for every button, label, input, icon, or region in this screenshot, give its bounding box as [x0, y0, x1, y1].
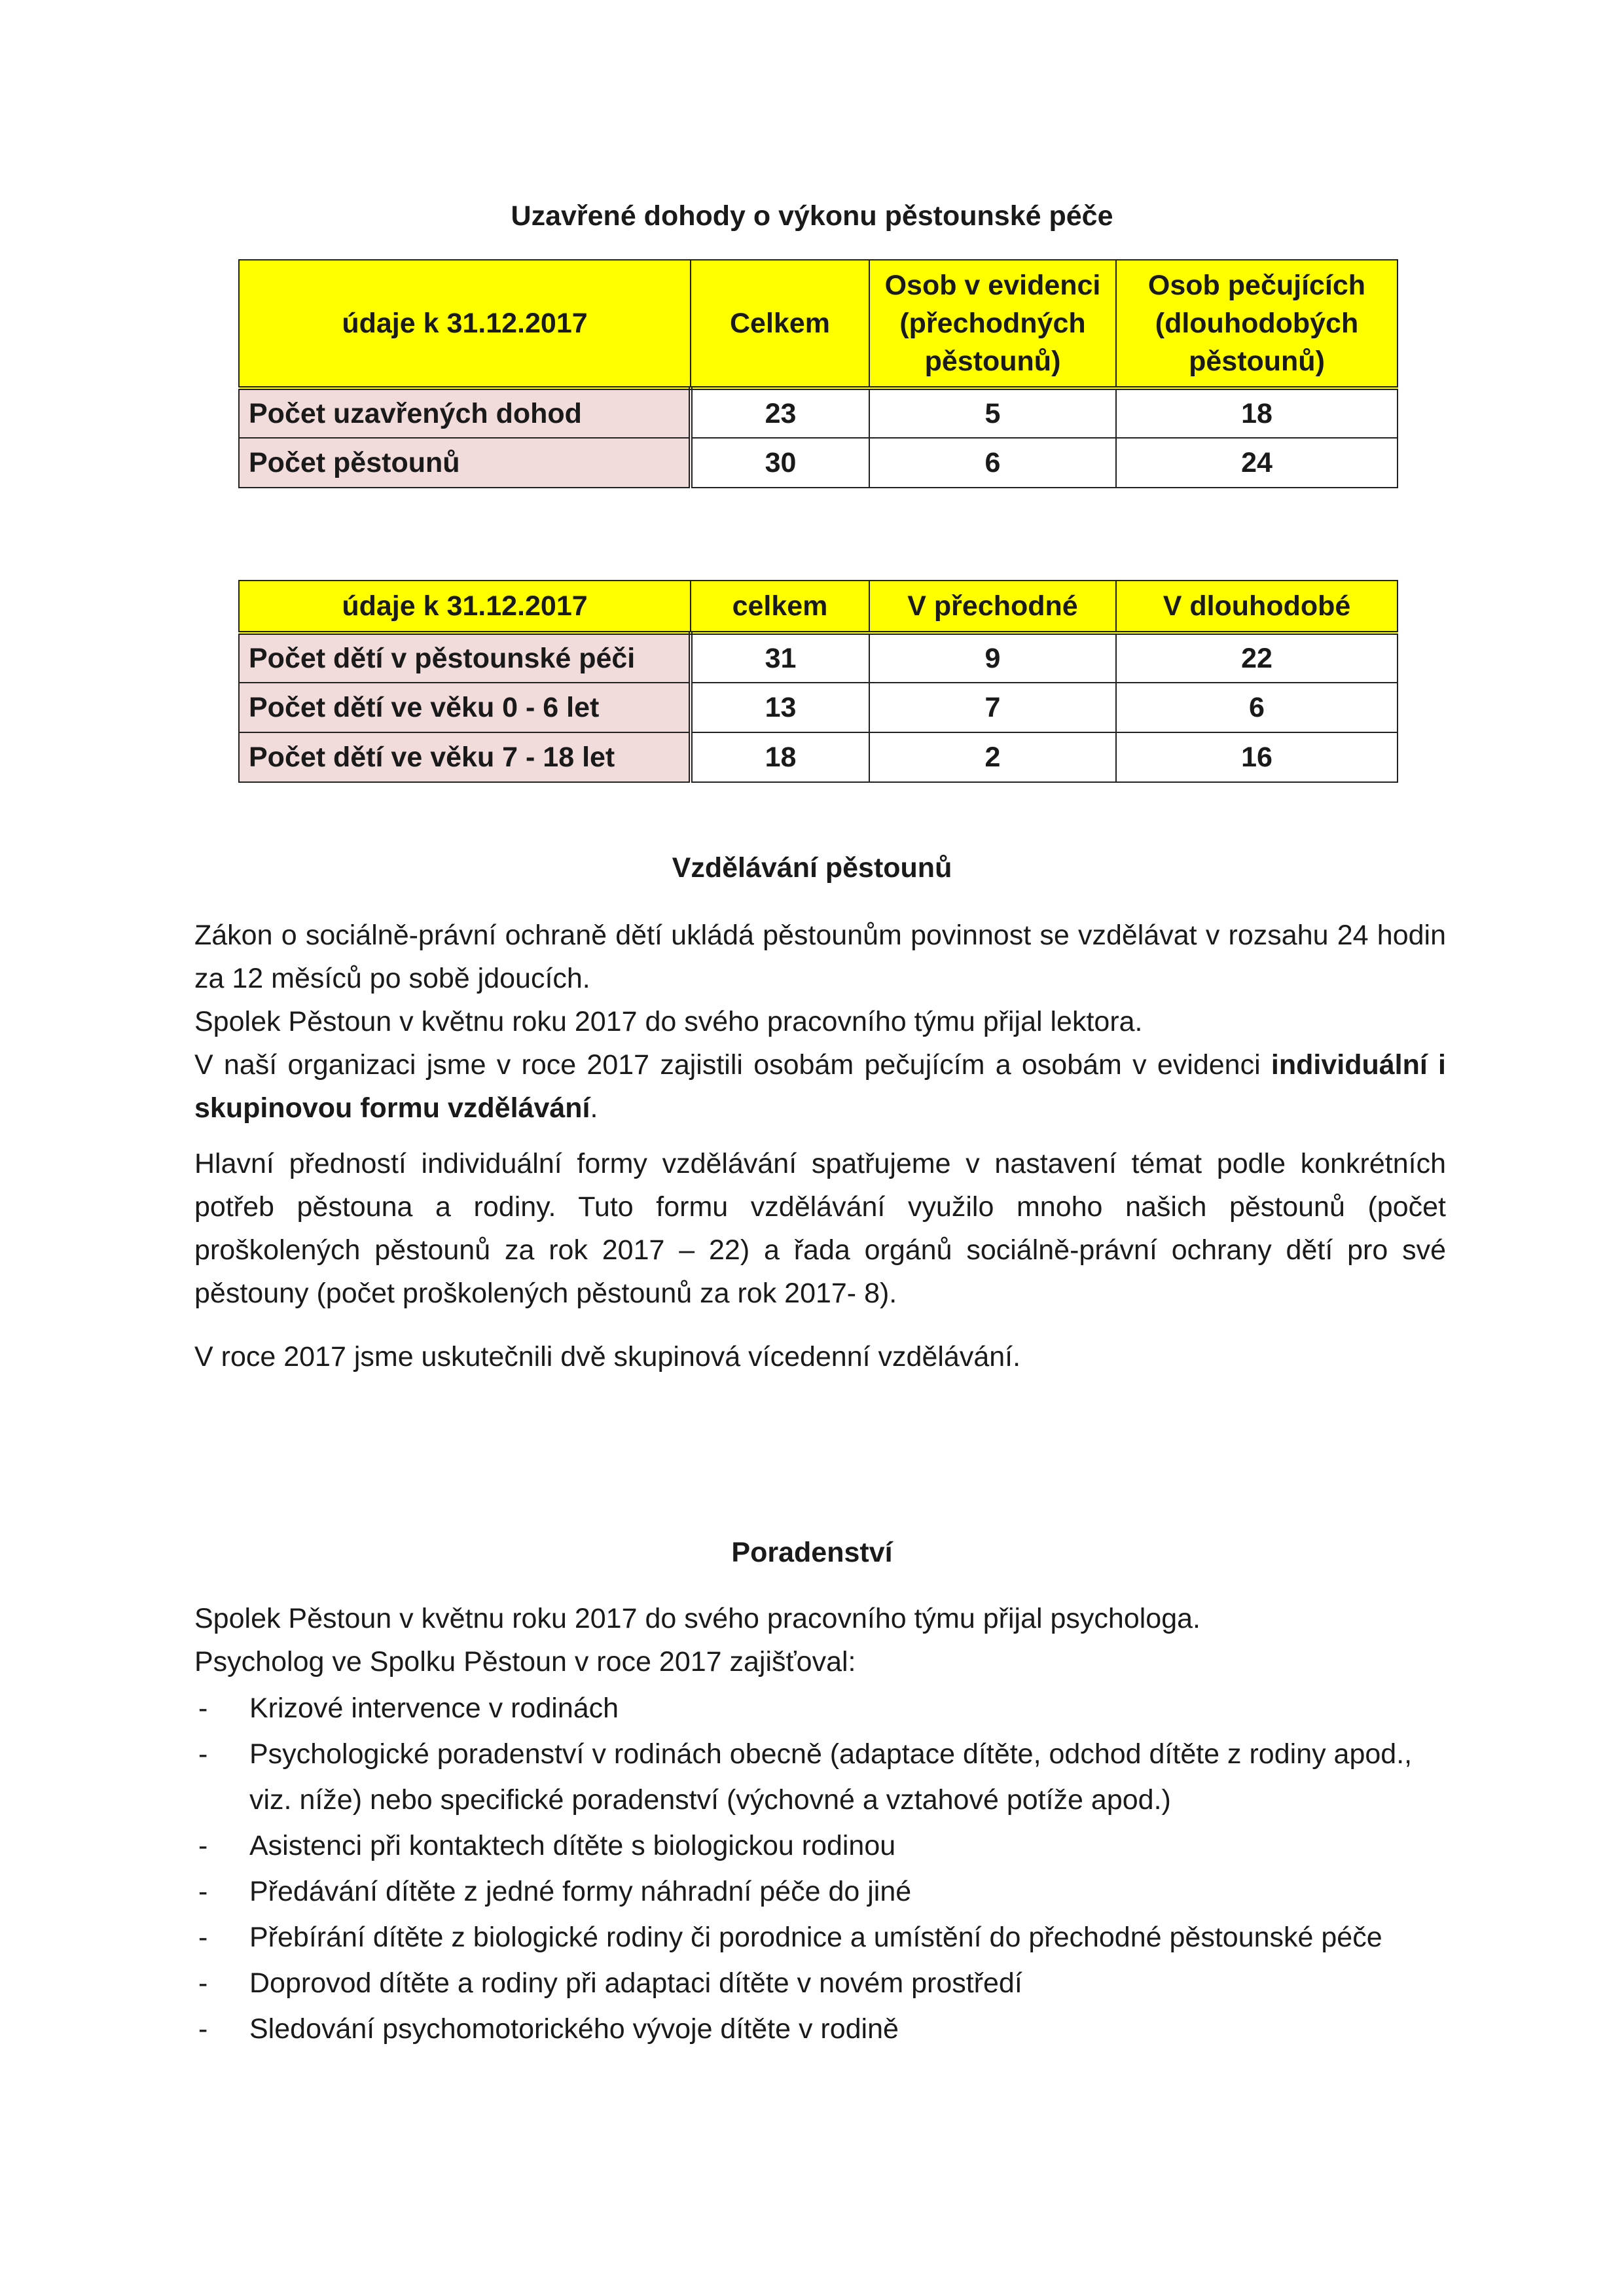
list-item — [194, 2006, 1446, 2052]
bullet-dash: - — [198, 1967, 208, 1999]
bullet-dash: - — [198, 1693, 208, 1724]
header-cell-date: údaje k 31.12.2017 — [239, 260, 691, 388]
row-label: Počet uzavřených dohod — [239, 388, 691, 438]
list-item-text: Doprovod dítěte a rodiny při adaptaci dítěte v novém prostředí — [249, 1967, 1022, 1999]
list-item — [194, 1869, 1446, 1914]
list-item — [194, 1914, 1446, 1960]
list-item-text: Přebírání dítěte z biologické rodiny či porodnice a umístění do přechodné pěstounské péče — [249, 1922, 1382, 1953]
bullet-dash: - — [198, 1738, 208, 1770]
row-label: Počet dětí ve věku 7 - 18 let — [239, 732, 691, 782]
header-cell-total: celkem — [691, 581, 869, 633]
header-cell-longterm: V dlouhodobé — [1116, 581, 1398, 633]
table-cell: 7 — [869, 683, 1116, 732]
table-cell: 9 — [869, 633, 1116, 683]
table-cell: 24 — [1116, 438, 1398, 488]
table-header-row — [239, 260, 1398, 388]
counselling-services-list — [194, 1685, 1446, 2052]
table-cell: 23 — [691, 388, 869, 438]
table-row — [239, 633, 1398, 683]
education-paragraph-individual: Hlavní předností individuální formy vzdělávání spatřujeme v nastavení témat podle konkrétních potřeb pěstouna a rodiny. Tuto formu vzdělávání využilo mnoho našich pěstounů (počet proškolených pěstounů za rok 2017 – 22) a řada orgánů sociálně-právní ochrany dětí pro své pěstouny (počet proškolených pěstounů za rok 2017- 8). — [194, 1148, 1446, 1309]
education-paragraph-law: Zákon o sociálně-právní ochraně dětí ukládá pěstounům povinnost se vzdělávat v rozsahu 24 hodin za 12 měsíců po sobě jdoucích. — [194, 920, 1446, 994]
header-cell-temporary: V přechodné — [869, 581, 1116, 633]
education-paragraph-forms — [194, 1043, 1446, 1130]
table-row — [239, 438, 1398, 488]
table-cell: 22 — [1116, 633, 1398, 683]
table-cell: 31 — [691, 633, 869, 683]
paragraph-text: V naší organizaci jsme v roce 2017 zajistili osobám pečujícím a osobám v evidenci — [194, 1049, 1271, 1081]
section-title-education: Vzdělávání pěstounů — [672, 852, 952, 884]
list-item-text: Psychologické poradenství v rodinách obecně (adaptace dítěte, odchod dítěte z rodiny apod., viz. níže) nebo specifické poradenství (výchovné a vztahové potíže apod.) — [249, 1738, 1413, 1816]
agreements-table — [238, 259, 1398, 488]
bullet-dash: - — [198, 1922, 208, 1953]
bullet-dash: - — [198, 2013, 208, 2045]
table-cell: 2 — [869, 732, 1116, 782]
list-item-text: Asistenci při kontaktech dítěte s biologickou rodinou — [249, 1830, 896, 1861]
bullet-dash: - — [198, 1830, 208, 1861]
education-paragraph-lector: Spolek Pěstoun v květnu roku 2017 do svého pracovního týmu přijal lektora. — [194, 1006, 1143, 1037]
table-cell: 13 — [691, 683, 869, 732]
list-item — [194, 1685, 1446, 1731]
table-cell: 6 — [869, 438, 1116, 488]
header-cell-date: údaje k 31.12.2017 — [239, 581, 691, 633]
list-item — [194, 1731, 1446, 1823]
section-title-counselling: Poradenství — [731, 1537, 893, 1568]
education-paragraph-group: V roce 2017 jsme uskutečnili dvě skupinová vícedenní vzdělávání. — [194, 1341, 1021, 1372]
section-title-agreements: Uzavřené dohody o výkonu pěstounské péče — [511, 200, 1113, 232]
header-cell-total: Celkem — [691, 260, 869, 388]
table-cell: 5 — [869, 388, 1116, 438]
row-label: Počet dětí v pěstounské péči — [239, 633, 691, 683]
list-item — [194, 1823, 1446, 1869]
table-cell: 18 — [1116, 388, 1398, 438]
paragraph-text: . — [590, 1092, 598, 1124]
header-cell-caring: Osob pečujících (dlouhodobých pěstounů) — [1116, 260, 1398, 388]
list-item-text: Předávání dítěte z jedné formy náhradní péče do jiné — [249, 1876, 912, 1907]
header-cell-registered: Osob v evidenci (přechodných pěstounů) — [869, 260, 1116, 388]
table-cell: 16 — [1116, 732, 1398, 782]
table-row — [239, 388, 1398, 438]
table-cell: 18 — [691, 732, 869, 782]
table-row — [239, 732, 1398, 782]
table-cell: 30 — [691, 438, 869, 488]
list-item-text: Krizové intervence v rodinách — [249, 1693, 619, 1724]
row-label: Počet dětí ve věku 0 - 6 let — [239, 683, 691, 732]
counselling-paragraph-psychologist: Spolek Pěstoun v květnu roku 2017 do svého pracovního týmu přijal psychologa. — [194, 1603, 1200, 1634]
table-cell: 6 — [1116, 683, 1398, 732]
list-item-text: Sledování psychomotorického vývoje dítěte v rodině — [249, 2013, 899, 2045]
paragraph-bold-text: individuální i skupinovou formu vzdělávání — [194, 1049, 1447, 1124]
children-table — [238, 580, 1398, 783]
list-item — [194, 1960, 1446, 2006]
counselling-paragraph-intro: Psycholog ve Spolku Pěstoun v roce 2017 zajišťoval: — [194, 1646, 856, 1677]
bullet-dash: - — [198, 1876, 208, 1907]
table-row — [239, 683, 1398, 732]
table-header-row — [239, 581, 1398, 633]
row-label: Počet pěstounů — [239, 438, 691, 488]
